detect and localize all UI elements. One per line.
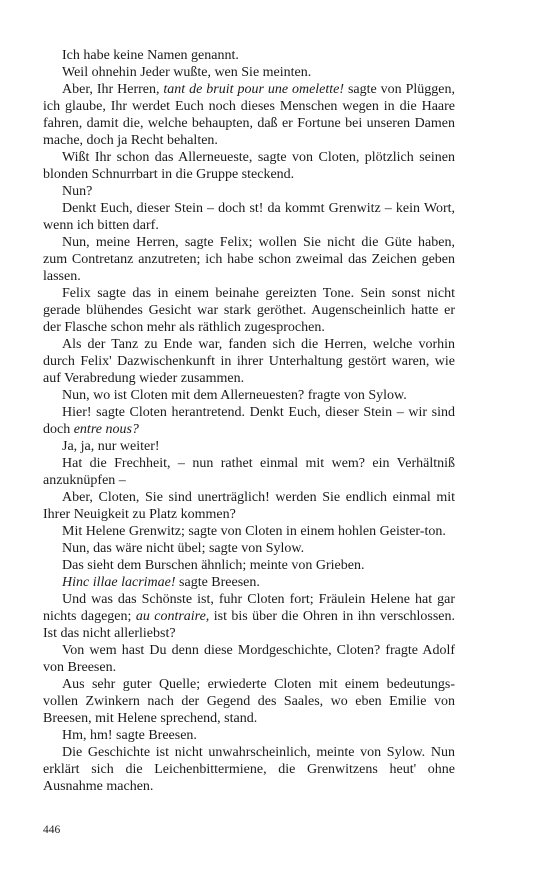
paragraph <box>43 387 455 404</box>
italic-text: tant de bruit pour une omelette! <box>163 82 345 97</box>
paragraph <box>43 744 455 795</box>
text-run: Und was das Schönste ist, fuhr Cloten fort; Fräulein Helene hat gar nichts dagegen; <box>43 592 455 624</box>
text-run: Mit Helene Grenwitz; sagte von Cloten in einem hohlen Geister-ton. <box>62 524 446 539</box>
paragraph <box>43 47 455 64</box>
paragraph <box>43 149 455 183</box>
text-run: Aus sehr guter Quelle; erwiederte Cloten mit einem bedeutungs-vollen Zwinkern nach der Gegend des Saales, wo eben Emilie von Breesen, mit Helene sprechend, stand. <box>43 677 455 726</box>
text-run: Hier! sagte Cloten herantretend. Denkt Euch, dieser Stein – wir sind doch <box>43 405 455 437</box>
text-run: Wißt Ihr schon das Allerneueste, sagte von Cloten, plötzlich seinen blonden Schnurrbart in die Gruppe steckend. <box>43 150 455 182</box>
text-run: Ja, ja, nur weiter! <box>62 439 160 454</box>
paragraph <box>43 676 455 727</box>
text-run: ist bis über die Ohren in ihn verschlossen. Ist das nicht allerliebst? <box>43 609 455 641</box>
paragraph <box>43 438 455 455</box>
text-run: Hm, hm! sagte Breesen. <box>62 728 197 743</box>
paragraph <box>43 200 455 234</box>
paragraph <box>43 455 455 489</box>
italic-text: entre nous? <box>73 422 139 437</box>
page-number: 446 <box>43 824 61 836</box>
paragraph <box>43 64 455 81</box>
text-run: Nun, das wäre nicht übel; sagte von Sylow. <box>62 541 305 556</box>
text-run: Nun, wo ist Cloten mit dem Allerneuesten? fragte von Sylow. <box>62 388 407 403</box>
italic-text: Hinc illae lacrimae! <box>62 575 176 590</box>
paragraph <box>43 540 455 557</box>
paragraph <box>43 489 455 523</box>
paragraph <box>43 234 455 285</box>
text-run: Aber, Ihr Herren, <box>62 82 164 97</box>
paragraph <box>43 523 455 540</box>
text-run: Von wem hast Du denn diese Mordgeschichte, Cloten? fragte Adolf von Breesen. <box>43 643 455 675</box>
body-text <box>43 47 455 795</box>
text-run: Felix sagte das in einem beinahe gereizten Tone. Sein sonst nicht gerade blühendes Gesicht war stark geröthet. Augenscheinlich hatte er der Flasche schon mehr als räthlich zugesprochen. <box>43 286 455 335</box>
paragraph <box>43 285 455 336</box>
paragraph <box>43 183 455 200</box>
paragraph <box>43 574 455 591</box>
text-run: Das sieht dem Burschen ähnlich; meinte von Grieben. <box>62 558 365 573</box>
paragraph <box>43 727 455 744</box>
text-run: Als der Tanz zu Ende war, fanden sich die Herren, welche vorhin durch Felix' Dazwischenkunft in ihrer Unterhaltung gestört waren, wie auf Verabredung wieder zusammen. <box>43 337 455 386</box>
paragraph <box>43 557 455 574</box>
text-run: sagte von Plüggen, ich glaube, Ihr werdet Euch noch dieses Menschen wegen in die Haare fahren, damit die, welche behaupten, daß er Fortune bei unseren Damen mache, doch ja Recht behalten. <box>43 82 455 148</box>
text-run: Nun? <box>62 184 93 199</box>
italic-text: au contraire, <box>135 609 210 624</box>
text-run: Denkt Euch, dieser Stein – doch st! da kommt Grenwitz – kein Wort, wenn ich bitten darf. <box>43 201 455 233</box>
text-run: Ich habe keine Namen genannt. <box>62 48 239 63</box>
text-run: Nun, meine Herren, sagte Felix; wollen Sie nicht die Güte haben, zum Contretanz anzutreten; ich habe schon zweimal das Zeichen geben lassen. <box>43 235 455 284</box>
text-run: Die Geschichte ist nicht unwahrscheinlich, meinte von Sylow. Nun erklärt sich die Leichenbittermiene, die Grenwitzens heut' ohne Ausnahme machen. <box>43 745 455 794</box>
text-run: Aber, Cloten, Sie sind unerträglich! werden Sie endlich einmal mit Ihrer Neuigkeit zu Platz kommen? <box>43 490 455 522</box>
text-run: Weil ohnehin Jeder wußte, wen Sie meinten. <box>62 65 312 80</box>
text-run: Hat die Frechheit, – nun rathet einmal mit wem? ein Verhältniß anzuknüpfen – <box>43 456 455 488</box>
paragraph <box>43 81 455 149</box>
paragraph <box>43 404 455 438</box>
paragraph <box>43 591 455 642</box>
text-run: sagte Breesen. <box>175 575 260 590</box>
paragraph <box>43 336 455 387</box>
paragraph <box>43 642 455 676</box>
